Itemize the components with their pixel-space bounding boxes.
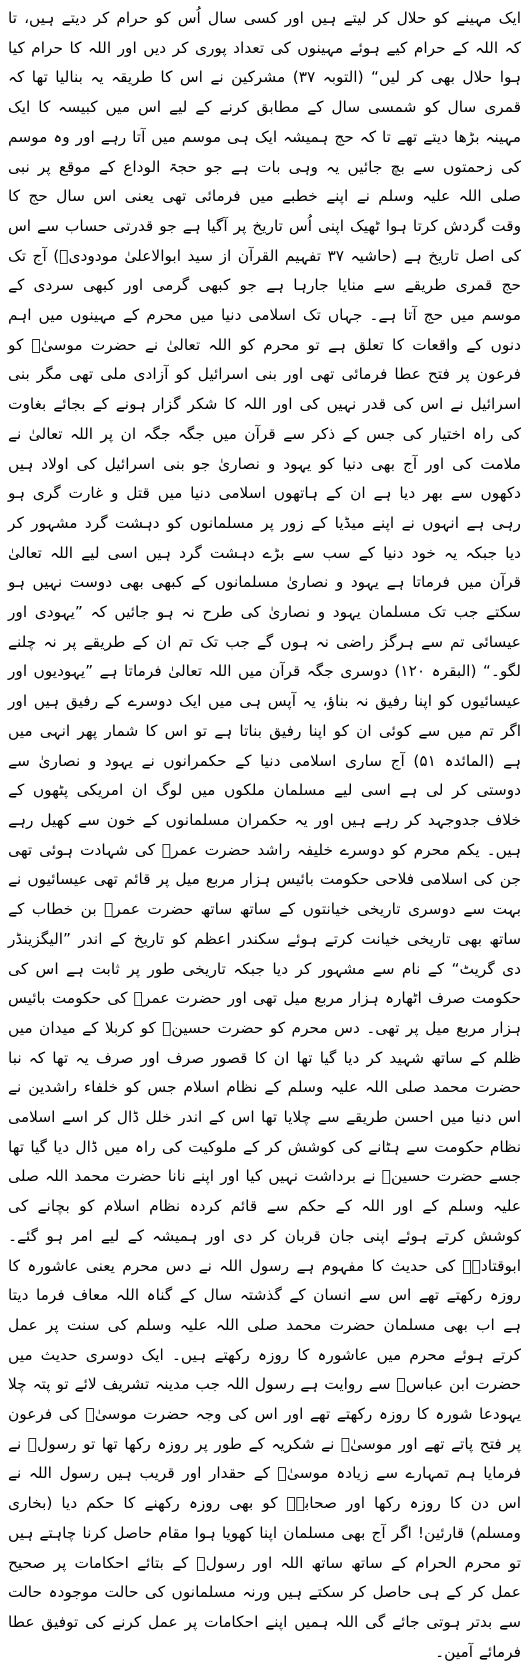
article-body-text: ایک مہینے کو حلال کر لیتے ہیں اور کسی سال اُس کو حرام کر دیتے ہیں، تا کہ اللہ کے حرام کیے ہوئے مہینوں کی تعداد پوری کر دیں اور اللہ کا حرام کیا ہوا حلال بھی کر لیں“ (التوبہ ۳۷) مشرکین نے اس کا طریقہ یہ بنالیا تھا کہ قمری سال کو شمسی سال کے مطابق کرنے کے لیے اس میں کبیسہ کا ایک مہینہ بڑھا دیتے تھے تا کہ حج ہمیشہ ایک ہی موسم میں آتا رہے اور وہ موسم کی زحمتوں سے بچ جائیں یہ وہی بات ہے جو حجۃ الوداع کے موقع پر نبی صلی اللہ علیہ وسلم نے اپنے خطبے میں فرمائی تھی یعنی اس سال حج کا وقت گردش کرتا ہوا ٹھیک اپنی اُس تاریخ پر آگیا ہے جو قدرتی حساب سے اس کی اصل تاریخ ہے (حاشیہ ۳۷ تفہیم القرآن از سید ابوالاعلیٰ مودودیؒ) آج تک حج قمری طریقے سے منایا جارہا ہے جو کبھی گرمی اور کبھی سردی کے موسم میں حج آتا ہے۔ جہاں تک اسلامی دنیا میں محرم کے مہینوں میں اہم دنوں کے واقعات کا تعلق ہے تو محرم کو اللہ تعالیٰ نے حضرت موسیٰؑ کو فرعون پر فتح عطا فرمائی تھی اور بنی اسرائیل کو آزادی ملی تھی مگر بنی اسرائیل نے اس کی قدر نہیں کی اور اللہ کا شکر گزار ہونے کے بجائے بغاوت کی راہ اختیار کی جس کے ذکر سے قرآن میں جگہ جگہ ان پر اللہ تعالیٰ نے ملامت کی اور آج بھی دنیا کو یہود و نصاریٰ جو بنی اسرائیل کی اولاد ہیں دکھوں سے بھر دیا ہے ان کے ہاتھوں اسلامی دنیا میں قتل و غارت گری ہو رہی ہے انہوں نے اپنے میڈیا کے زور پر مسلمانوں کو دہشت گرد مشہور کر دیا جبکہ یہ خود دنیا کے سب سے بڑے دہشت گرد ہیں اسی لیے اللہ تعالیٰ قرآن میں فرماتا ہے یہود و نصاریٰ مسلمانوں کے کبھی بھی دوست نہیں ہو سکتے جب تک مسلمان یہود و نصاریٰ کی طرح نہ ہو جائیں کہ ”یہودی اور عیسائی تم سے ہرگز راضی نہ ہوں گے جب تک تم ان کے طریقے پر نہ چلنے لگو۔“ (البقرہ ۱۲۰) دوسری جگہ قرآن میں اللہ تعالیٰ فرماتا ہے ”یہودیوں اور عیسائیوں کو اپنا رفیق نہ بناؤ، یہ آپس ہی میں ایک دوسرے کے رفیق ہیں اور اگر تم میں سے کوئی ان کو اپنا رفیق بناتا ہے تو اس کا شمار پھر انہی میں ہے (المائدہ ۵۱) آج ساری اسلامی دنیا کے حکمرانوں نے یہود و نصاریٰ سے دوستی کر لی ہے اسی لیے مسلمان ملکوں میں لوگ ان امریکی پٹھوں کے خلاف جدوجہد کر رہے ہیں اور یہ حکمران مسلمانوں کے خون سے کھیل رہے ہیں۔ یکم محرم کو دوسرے خلیفہ راشد حضرت عمرؓ کی شہادت ہوئی تھی جن کی اسلامی فلاحی حکومت بائیس ہزار مربع میل پر قائم تھی عیسائیوں نے بہت سے دوسری تاریخی خیانتوں کے ساتھ ساتھ حضرت عمرؓ بن خطاب کے ساتھ بھی تاریخی خیانت کرتے ہوئے سکندر اعظم کو تاریخ کے اندر ”الیگزینڈر دی گریٹ“ کے نام سے مشہور کر دیا جبکہ تاریخی طور پر ثابت ہے اس کی حکومت صرف اٹھارہ ہزار مربع میل تھی اور حضرت عمرؓ کی حکومت بائیس ہزار مربع میل پر تھی۔ دس محرم کو حضرت حسینؓ کو کربلا کے میدان میں ظلم کے ساتھ شہید کر دیا گیا تھا ان کا قصور صرف اور صرف یہ تھا کہ نبا حضرت محمد صلی اللہ علیہ وسلم کے نظام اسلام جس کو خلفاء راشدین نے اس دنیا میں احسن طریقے سے چلایا تھا اس کے اندر خلل ڈال کر اسے اسلامی نظام حکومت سے ہٹانے کی کوشش کر کے ملوکیت کی راہ میں ڈال دیا گیا تھا جسے حضرت حسینؓ نے برداشت نہیں کیا اور اپنے نانا حضرت محمد اللہ صلی علیہ وسلم کے اور اللہ کے حکم سے قائم کردہ نظام اسلام کو بچانے کی کوشش کرتے ہوئے اپنی جان قربان کر دی اور ہمیشہ کے لیے امر ہو گئے۔ ابوقتادہؓ کی حدیث کا مفہوم ہے رسول اللہ نے دس محرم یعنی عاشورہ کا روزہ رکھتے تھے اس سے انسان کے گذشتہ سال کے گناہ اللہ معاف فرما دیتا ہے اب بھی مسلمان حضرت محمد صلی اللہ علیہ وسلم کی سنت پر عمل کرتے ہوئے محرم میں عاشورہ کا روزہ رکھتے ہیں۔ ایک دوسری حدیث میں حضرت ابن عباسؓ سے روایت ہے رسول اللہ جب مدینہ تشریف لائے تو پتہ چلا یہودعا شورہ کا روزہ رکھتے تھے اور اس کی وجہ حضرت موسیٰؑ کی فرعون پر فتح پاتے تھے اور موسیٰؑ نے شکریہ کے طور پر روزہ رکھا تھا تو رسولؐ نے فرمایا ہم تمہارے سے زیادہ موسیٰؑ کے حقدار اور قریب ہیں رسول اللہ نے اس دن کا روزہ رکھا اور صحابہؓ کو بھی روزہ رکھنے کا حکم دیا (بخاری ومسلم) قارئین! اگر آج بھی مسلمان اپنا کھویا ہوا مقام حاصل کرنا چاہتے ہیں تو محرم الحرام کے ساتھ ساتھ اللہ اور رسولؐ کے بتائے احکامات پر صحیح عمل کر کے ہی حاصل کر سکتے ہیں ورنہ مسلمانوں کی حالت موجودہ حالت سے بدتر ہوتی جائے گی اللہ ہمیں اپنے احکامات پر عمل کرنے کی توفیق عطا فرمائے آمین۔ xyxy=(8,9,521,1661)
